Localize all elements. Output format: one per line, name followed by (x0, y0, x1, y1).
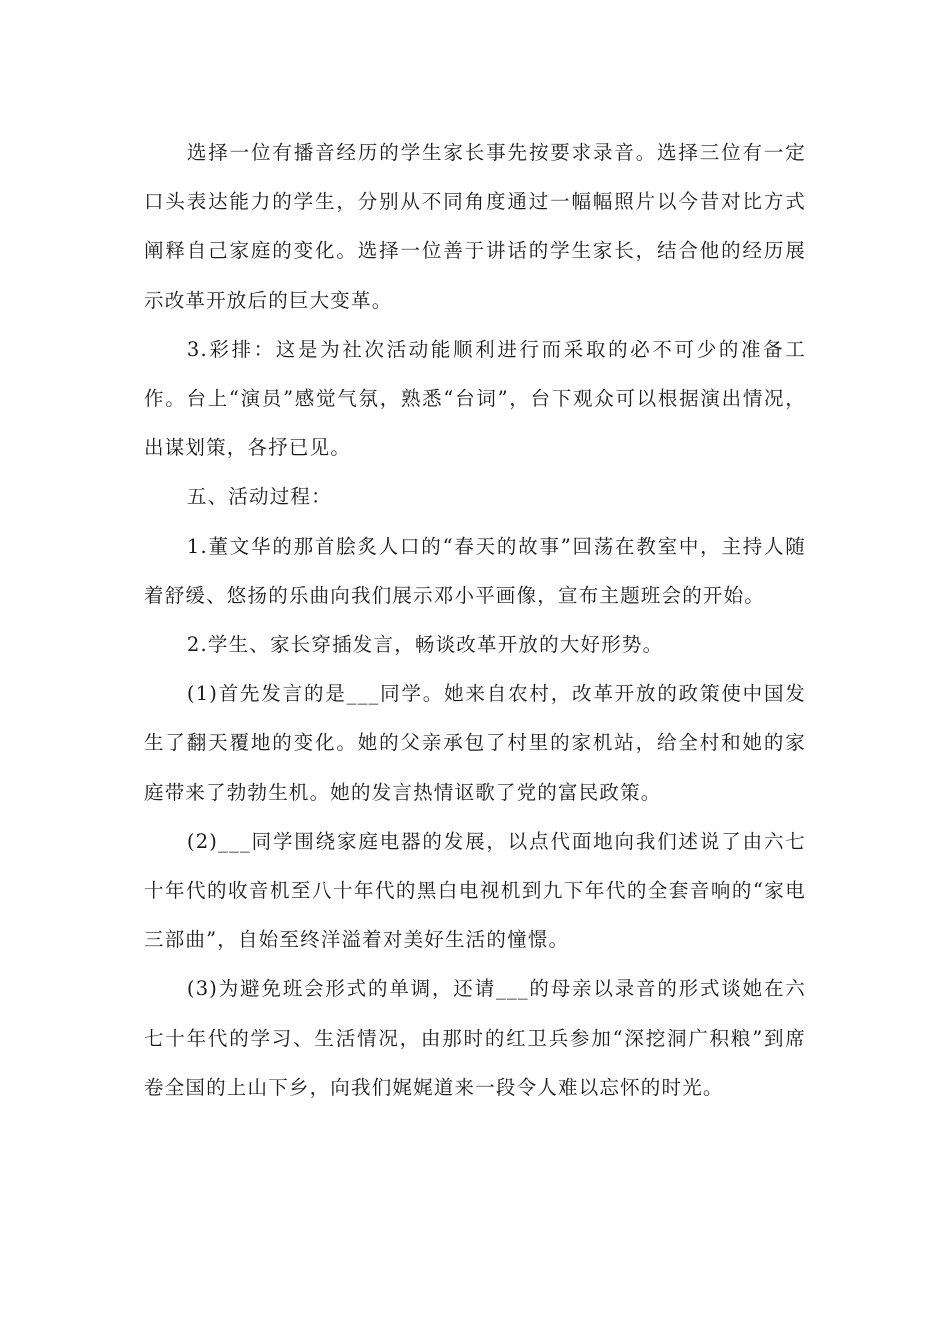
section-heading-activity-process: 五、活动过程： (186, 485, 332, 509)
paragraph-recording-prep: 选择一位有播音经历的学生家长事先按要求录音。选择三位有一定口头表达能力的学生，分别从不同角度通过一幅幅照片以今昔对比方式阐释自己家庭的变化。选择一位善于讲话的学生家长，结合他的经历展示改革开放后的巨大变革。 (144, 141, 806, 312)
paragraph-step-2: 2.学生、家长穿插发言，畅谈改革开放的大好形势。 (186, 633, 664, 657)
paragraph-speaker-3: (3)为避免班会形式的单调，还请___的母亲以录音的形式谈她在六七十年代的学习、生活情况，由那时的红卫兵参加“深挖洞广积粮”到席卷全国的上山下乡，向我们娓娓道来一段令人难以忘怀的时光。 (144, 977, 806, 1099)
document-body (144, 128, 806, 1112)
paragraph-step-1: 1.董文华的那首脍炙人口的“春天的故事”回荡在教室中，主持人随着舒缓、悠扬的乐曲向我们展示邓小平画像，宣布主题班会的开始。 (144, 534, 806, 607)
paragraph-rehearsal: 3.彩排：这是为社次活动能顺利进行而采取的必不可少的准备工作。台上“演员”感觉气氛，熟悉“台词”，台下观众可以根据演出情况，出谋划策，各抒已见。 (144, 337, 806, 460)
paragraph-speaker-2: (2)___同学围绕家庭电器的发展，以点代面地向我们述说了由六七十年代的收音机至八十年代的黑白电视机到九下年代的全套音响的“家电三部曲”，自始至终洋溢着对美好生活的憧憬。 (144, 829, 806, 952)
paragraph-speaker-1: (1)首先发言的是___同学。她来自农村，改革开放的政策使中国发生了翻天覆地的变化。她的父亲承包了村里的家机站，给全村和她的家庭带来了勃勃生机。她的发言热情讴歌了党的富民政策。 (144, 682, 806, 804)
